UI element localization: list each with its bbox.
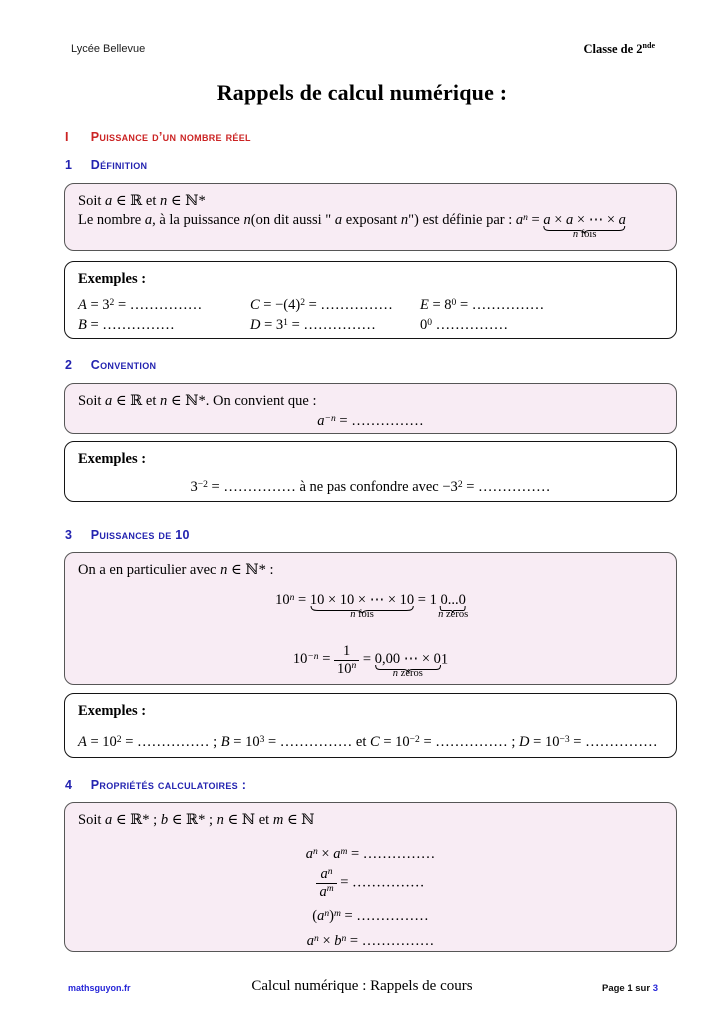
underbrace-label	[350, 609, 374, 621]
text-segment: a	[105, 393, 113, 409]
text-segment: D	[250, 317, 261, 333]
subsection-number: 1	[65, 158, 73, 172]
text-segment: = ……………	[86, 317, 175, 333]
underbrace-group-n-zeros	[374, 650, 441, 680]
text-segment: = ……………	[456, 297, 545, 313]
text-segment: n	[324, 908, 330, 920]
text-segment: B	[220, 734, 230, 750]
text-segment: = ……………	[304, 297, 393, 313]
text-segment: ×	[318, 933, 335, 950]
text-segment: m	[340, 845, 348, 857]
fraction-numerator	[334, 643, 359, 660]
definition-line-1	[78, 192, 663, 211]
text-segment: = ……………	[340, 908, 429, 925]
subsection-label: Définition	[90, 158, 148, 172]
fraction	[316, 866, 336, 900]
text-segment: = ……………	[336, 874, 425, 891]
text-segment: ×	[317, 846, 334, 862]
text-segment: n	[392, 668, 399, 680]
text-segment: =	[527, 212, 544, 228]
text-segment: = ……………	[462, 479, 551, 495]
text-segment: a	[317, 413, 325, 429]
text-segment: fois	[355, 609, 374, 621]
examples-grid	[78, 296, 663, 335]
text-segment: A	[78, 734, 87, 750]
text-segment: = 8	[428, 297, 452, 313]
text-segment: 1	[283, 316, 288, 328]
text-segment: −n	[324, 412, 336, 424]
text-segment: n	[220, 562, 228, 578]
subsection-number: 4	[65, 778, 73, 792]
text-segment: n	[572, 229, 579, 241]
text-segment: 0	[420, 317, 428, 333]
footer-document-title: Calcul numérique : Rappels de cours	[251, 978, 473, 994]
text-segment: ∈ ℕ et	[223, 812, 273, 828]
text-segment: = 1	[414, 592, 441, 608]
footer-page-total: 3	[652, 983, 658, 994]
text-segment: m	[326, 883, 334, 895]
header-class-base: Classe de 2	[583, 42, 643, 57]
text-segment: a	[515, 212, 524, 228]
property-product-same-base	[78, 845, 663, 864]
text-segment: = ……………	[347, 846, 436, 862]
example-D	[250, 316, 420, 335]
text-segment: b	[334, 933, 342, 950]
formula-mid	[359, 651, 374, 667]
subsection-label: Convention	[90, 358, 157, 372]
text-segment: a	[333, 846, 341, 862]
text-segment: 10 × 10 × ⋯ × 10	[309, 592, 415, 608]
text-segment: =	[359, 651, 375, 668]
text-segment: = 10	[379, 734, 410, 750]
text-segment: ……………	[432, 317, 509, 333]
example-A	[78, 296, 250, 315]
text-segment: n	[350, 609, 356, 621]
property-quotient	[78, 866, 663, 900]
underbrace-label	[438, 609, 468, 621]
text-segment: Soit	[78, 193, 105, 209]
property-product-same-exponent	[78, 932, 663, 951]
text-segment: a	[105, 193, 113, 209]
text-segment: Le nombre	[78, 212, 145, 228]
header-school: Lycée Bellevue	[71, 43, 146, 55]
formula-suffix	[441, 651, 448, 667]
powers-of-ten-box	[64, 552, 677, 685]
text-segment: n	[400, 212, 409, 228]
text-segment: 2	[116, 733, 122, 745]
example-B	[78, 316, 250, 335]
text-segment: 0,00 ⋯ × 0	[374, 651, 441, 668]
section-number: I	[65, 130, 69, 144]
subsection-heading-definition	[65, 158, 147, 172]
text-segment: 3	[190, 479, 198, 495]
text-segment: a	[105, 812, 113, 828]
text-segment: n	[523, 211, 528, 223]
text-segment: 2	[109, 296, 115, 308]
formula-mid	[414, 592, 440, 608]
text-segment: = 10	[229, 734, 260, 750]
text-segment: (on dit aussi "	[250, 212, 335, 228]
text-segment: 0	[451, 296, 457, 308]
text-segment: = 3	[86, 297, 110, 313]
underbrace-group-n-fois	[543, 211, 626, 241]
text-segment: 0	[427, 316, 433, 328]
text-segment: n	[289, 591, 295, 603]
text-segment: ∈ ℝ et	[112, 393, 160, 409]
text-segment: n	[341, 933, 347, 945]
footer-site-link[interactable]: mathsguyon.fr	[68, 983, 131, 993]
text-segment: = ……………	[287, 317, 376, 333]
subsection-label: Propriétés calculatoires :	[90, 778, 247, 792]
subsection-number: 2	[65, 358, 73, 372]
text-segment: −2	[197, 478, 208, 490]
fraction-numerator	[316, 866, 336, 883]
text-segment: zéros	[398, 668, 423, 680]
text-segment: = …………… et	[264, 734, 371, 750]
text-segment: 2	[300, 296, 305, 308]
text-segment: On a en particulier avec	[78, 562, 221, 578]
text-segment: C	[370, 734, 380, 750]
footer-page-prefix: Page 1 sur	[602, 983, 653, 994]
text-segment: = …………… à ne pas confondre avec −3	[207, 479, 458, 495]
header-class	[584, 41, 655, 57]
properties-line-1	[78, 811, 663, 830]
text-segment: × ⋯ ×	[573, 212, 619, 228]
underbrace-label	[573, 229, 597, 241]
text-segment: = ……………	[335, 413, 424, 429]
text-segment: = 10	[529, 734, 560, 750]
properties-box	[64, 802, 677, 952]
convention-box	[64, 383, 677, 434]
text-segment: a	[618, 212, 626, 228]
underbrace-label	[393, 668, 423, 680]
text-segment: n	[160, 393, 168, 409]
formula-prefix	[293, 651, 334, 667]
text-segment: ∈ ℕ*. On convient que :	[167, 393, 317, 409]
text-segment: 3	[259, 733, 265, 745]
section-label: Puissance d’un nombre réel	[90, 130, 251, 144]
text-segment: ∈ ℕ	[283, 812, 315, 828]
examples-title: Exemples :	[78, 703, 147, 719]
text-segment: a	[144, 212, 153, 228]
text-segment: −2	[409, 733, 420, 745]
text-segment: n	[243, 212, 251, 228]
text-segment: m	[272, 812, 284, 828]
text-segment: a	[566, 212, 574, 228]
text-segment: n	[216, 812, 224, 828]
subsection-label: Puissances de 10	[90, 528, 190, 542]
text-segment: = ……………	[114, 297, 203, 313]
definition-box	[64, 183, 677, 251]
fraction	[334, 643, 359, 677]
text-segment: a	[319, 883, 327, 900]
header-class-sup: nde	[642, 41, 655, 50]
text-segment: a	[543, 212, 551, 228]
text-segment: ") est définie par :	[408, 212, 516, 228]
text-segment: B	[78, 317, 87, 333]
text-segment: ∈ ℝ et	[112, 193, 160, 209]
property-power-of-power	[78, 907, 663, 926]
text-segment: n	[327, 865, 333, 877]
text-segment: a	[306, 933, 315, 950]
text-segment: m	[333, 908, 341, 920]
formula-prefix	[275, 592, 310, 608]
definition-line-2	[78, 211, 663, 241]
examples-box-1	[64, 261, 677, 339]
formula-suffix	[337, 874, 425, 890]
text-segment: ∈ ℕ* :	[227, 562, 274, 578]
text-segment: n	[160, 193, 168, 209]
subsection-heading-puissances-10	[65, 528, 190, 542]
text-segment: = …………… ;	[121, 734, 221, 750]
examples-box-2	[64, 441, 677, 502]
text-segment: = …………… ;	[419, 734, 520, 750]
page-title: Rappels de calcul numérique :	[216, 80, 508, 105]
text-segment: ×	[550, 212, 567, 228]
text-segment: D	[519, 734, 530, 750]
text-segment: 10	[275, 592, 290, 608]
text-segment: fois	[578, 229, 597, 241]
text-segment: ∈ ℕ*	[167, 193, 206, 209]
text-segment: a	[320, 866, 328, 882]
examples-2-formula	[78, 478, 663, 497]
text-segment: = ……………	[569, 734, 658, 750]
subsection-heading-convention	[65, 358, 156, 372]
text-segment: 1	[343, 643, 351, 659]
text-segment: = −(4)	[259, 297, 301, 313]
text-segment: Soit	[78, 393, 105, 409]
underbrace-group-n-zeros	[438, 591, 469, 621]
subsection-heading-proprietes	[65, 778, 246, 792]
powers-formula-negative	[78, 643, 663, 680]
convention-formula	[78, 412, 663, 431]
text-segment: zéros	[443, 609, 469, 621]
example-C	[250, 296, 420, 315]
footer-page-number	[602, 983, 658, 994]
underbrace-group-n-fois	[309, 591, 415, 621]
section-heading-puissance	[65, 130, 251, 144]
text-segment: a	[334, 212, 343, 228]
text-segment: n	[314, 933, 319, 945]
text-segment: 10	[337, 660, 352, 677]
text-segment: =	[318, 651, 334, 668]
text-segment: C	[250, 297, 260, 313]
text-segment: 0...0	[440, 592, 466, 608]
text-segment: ∈ ℝ* ;	[168, 812, 217, 828]
text-segment: exposant	[342, 212, 401, 228]
text-segment: , à la puissance	[152, 212, 244, 228]
text-segment: = 3	[260, 317, 284, 333]
text-segment: a	[317, 908, 325, 925]
definition-formula-prefix	[78, 212, 543, 228]
examples-title: Exemples :	[78, 271, 147, 287]
powers-line-1	[78, 561, 663, 580]
powers-formula-positive	[78, 591, 663, 621]
examples-3-formula	[78, 733, 663, 752]
text-segment: ∈ ℝ* ;	[112, 812, 161, 828]
text-segment: =	[294, 592, 310, 608]
text-segment: b	[160, 812, 169, 828]
text-segment: E	[420, 297, 429, 313]
text-segment: (	[312, 908, 318, 925]
examples-box-3	[64, 693, 677, 758]
example-zero-power	[420, 316, 663, 335]
text-segment: −3	[559, 733, 570, 745]
text-segment: 2	[457, 478, 463, 490]
text-segment: Soit	[78, 812, 105, 828]
convention-line-1	[78, 392, 663, 411]
text-segment: n	[438, 609, 444, 621]
text-segment: = 10	[86, 734, 117, 750]
examples-title: Exemples :	[78, 451, 147, 467]
text-segment: 1	[440, 651, 449, 668]
fraction-denominator	[316, 883, 336, 901]
text-segment: n	[351, 660, 357, 672]
text-segment: 10	[292, 651, 308, 668]
subsection-number: 3	[65, 528, 73, 542]
example-E	[420, 296, 663, 315]
text-segment: n	[312, 845, 318, 857]
text-segment: = ……………	[346, 933, 435, 950]
text-segment: −n	[307, 650, 319, 662]
fraction-denominator	[334, 660, 359, 678]
text-segment: a	[305, 846, 313, 862]
text-segment: A	[78, 297, 87, 313]
text-segment: )	[329, 908, 334, 925]
